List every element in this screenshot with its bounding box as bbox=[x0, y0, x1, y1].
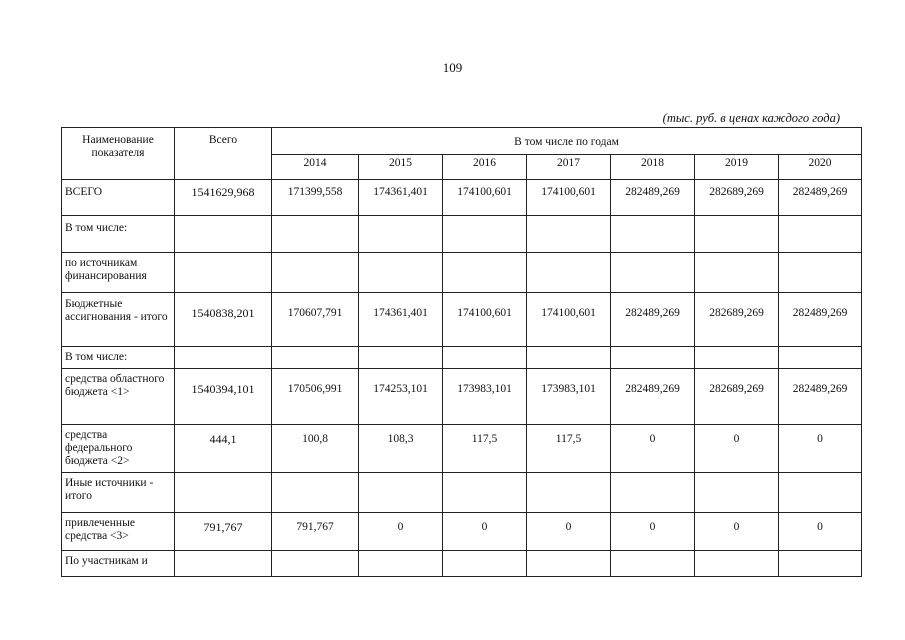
row-label: по источникам финансирования bbox=[62, 253, 175, 293]
row-value-2015: 174361,401 bbox=[359, 180, 443, 216]
row-value-2016: 117,5 bbox=[443, 425, 527, 473]
table-row bbox=[62, 551, 862, 577]
header-year: 2018 bbox=[611, 155, 695, 180]
header-total: Всего bbox=[175, 128, 272, 180]
row-value-2020: 0 bbox=[779, 513, 862, 551]
header-year: 2016 bbox=[443, 155, 527, 180]
row-value-2017: 0 bbox=[527, 513, 611, 551]
row-value-2019 bbox=[695, 347, 779, 369]
row-value-2015: 108,3 bbox=[359, 425, 443, 473]
table-row bbox=[62, 513, 862, 551]
row-value-2018 bbox=[611, 347, 695, 369]
row-label: Бюджетные ассигнования - итого bbox=[62, 293, 175, 347]
row-value-2014 bbox=[272, 551, 359, 577]
row-value-2019: 282689,269 bbox=[695, 293, 779, 347]
row-value-2018: 282489,269 bbox=[611, 369, 695, 425]
row-total: 1540394,101 bbox=[175, 369, 272, 425]
table-row bbox=[62, 425, 862, 473]
row-value-2019: 282689,269 bbox=[695, 180, 779, 216]
table-row bbox=[62, 253, 862, 293]
row-value-2014: 171399,558 bbox=[272, 180, 359, 216]
row-label: Иные источники - итого bbox=[62, 473, 175, 513]
row-value-2020 bbox=[779, 216, 862, 253]
row-value-2019: 282689,269 bbox=[695, 369, 779, 425]
units-note: (тыс. руб. в ценах каждого года) bbox=[662, 111, 840, 125]
row-value-2016: 0 bbox=[443, 513, 527, 551]
table-row bbox=[62, 473, 862, 513]
row-value-2019 bbox=[695, 551, 779, 577]
row-value-2020: 282489,269 bbox=[779, 369, 862, 425]
row-value-2017 bbox=[527, 253, 611, 293]
row-total: 1541629,968 bbox=[175, 180, 272, 216]
row-value-2014 bbox=[272, 216, 359, 253]
header-year: 2017 bbox=[527, 155, 611, 180]
row-value-2016 bbox=[443, 347, 527, 369]
row-label: По участникам и bbox=[62, 551, 175, 577]
row-value-2016: 174100,601 bbox=[443, 180, 527, 216]
header-years-group: В том числе по годам bbox=[272, 128, 862, 155]
row-value-2016: 174100,601 bbox=[443, 293, 527, 347]
row-value-2019: 0 bbox=[695, 513, 779, 551]
row-value-2017 bbox=[527, 473, 611, 513]
row-value-2017: 173983,101 bbox=[527, 369, 611, 425]
row-value-2020 bbox=[779, 253, 862, 293]
row-value-2017: 174100,601 bbox=[527, 180, 611, 216]
row-value-2018: 0 bbox=[611, 513, 695, 551]
table-row bbox=[62, 180, 862, 216]
row-label: ВСЕГО bbox=[62, 180, 175, 216]
row-value-2015 bbox=[359, 253, 443, 293]
row-value-2020: 282489,269 bbox=[779, 293, 862, 347]
row-total: 444,1 bbox=[175, 425, 272, 473]
row-value-2019 bbox=[695, 216, 779, 253]
row-total bbox=[175, 253, 272, 293]
row-value-2016 bbox=[443, 216, 527, 253]
row-value-2020 bbox=[779, 347, 862, 369]
row-value-2018: 282489,269 bbox=[611, 293, 695, 347]
header-year: 2019 bbox=[695, 155, 779, 180]
row-value-2017: 117,5 bbox=[527, 425, 611, 473]
row-value-2020 bbox=[779, 473, 862, 513]
row-total: 1540838,201 bbox=[175, 293, 272, 347]
row-total bbox=[175, 347, 272, 369]
row-value-2018 bbox=[611, 253, 695, 293]
row-value-2018: 0 bbox=[611, 425, 695, 473]
page-number: 109 bbox=[442, 60, 463, 75]
row-value-2020: 282489,269 bbox=[779, 180, 862, 216]
table-row bbox=[62, 293, 862, 347]
row-value-2018 bbox=[611, 473, 695, 513]
row-value-2014: 791,767 bbox=[272, 513, 359, 551]
row-label: средства федерального бюджета <2> bbox=[62, 425, 175, 473]
row-total bbox=[175, 216, 272, 253]
row-value-2014 bbox=[272, 473, 359, 513]
row-label: В том числе: bbox=[62, 216, 175, 253]
row-value-2020: 0 bbox=[779, 425, 862, 473]
row-value-2015 bbox=[359, 473, 443, 513]
row-value-2017: 174100,601 bbox=[527, 293, 611, 347]
budget-table bbox=[61, 127, 862, 577]
row-value-2014 bbox=[272, 347, 359, 369]
row-value-2019: 0 bbox=[695, 425, 779, 473]
row-value-2015 bbox=[359, 551, 443, 577]
row-value-2015: 174253,101 bbox=[359, 369, 443, 425]
table-row bbox=[62, 369, 862, 425]
row-value-2017 bbox=[527, 216, 611, 253]
row-value-2015 bbox=[359, 347, 443, 369]
row-total: 791,767 bbox=[175, 513, 272, 551]
row-value-2018 bbox=[611, 216, 695, 253]
row-value-2014: 170607,791 bbox=[272, 293, 359, 347]
row-value-2016 bbox=[443, 253, 527, 293]
row-value-2016: 173983,101 bbox=[443, 369, 527, 425]
row-value-2018: 282489,269 bbox=[611, 180, 695, 216]
row-value-2015: 0 bbox=[359, 513, 443, 551]
row-value-2020 bbox=[779, 551, 862, 577]
row-value-2018 bbox=[611, 551, 695, 577]
row-label: привлеченные средства <3> bbox=[62, 513, 175, 551]
row-value-2015 bbox=[359, 216, 443, 253]
header-name: Наименование показателя bbox=[62, 128, 175, 180]
header-year: 2014 bbox=[272, 155, 359, 180]
row-total bbox=[175, 551, 272, 577]
row-label: средства областного бюджета <1> bbox=[62, 369, 175, 425]
row-value-2017 bbox=[527, 347, 611, 369]
table-row bbox=[62, 347, 862, 369]
row-value-2019 bbox=[695, 473, 779, 513]
row-value-2016 bbox=[443, 473, 527, 513]
row-value-2014: 170506,991 bbox=[272, 369, 359, 425]
row-value-2014 bbox=[272, 253, 359, 293]
header-year: 2020 bbox=[779, 155, 862, 180]
header-year: 2015 bbox=[359, 155, 443, 180]
row-label: В том числе: bbox=[62, 347, 175, 369]
table-row bbox=[62, 216, 862, 253]
row-value-2019 bbox=[695, 253, 779, 293]
row-total bbox=[175, 473, 272, 513]
header-row-group bbox=[62, 128, 862, 155]
row-value-2016 bbox=[443, 551, 527, 577]
row-value-2017 bbox=[527, 551, 611, 577]
row-value-2014: 100,8 bbox=[272, 425, 359, 473]
row-value-2015: 174361,401 bbox=[359, 293, 443, 347]
